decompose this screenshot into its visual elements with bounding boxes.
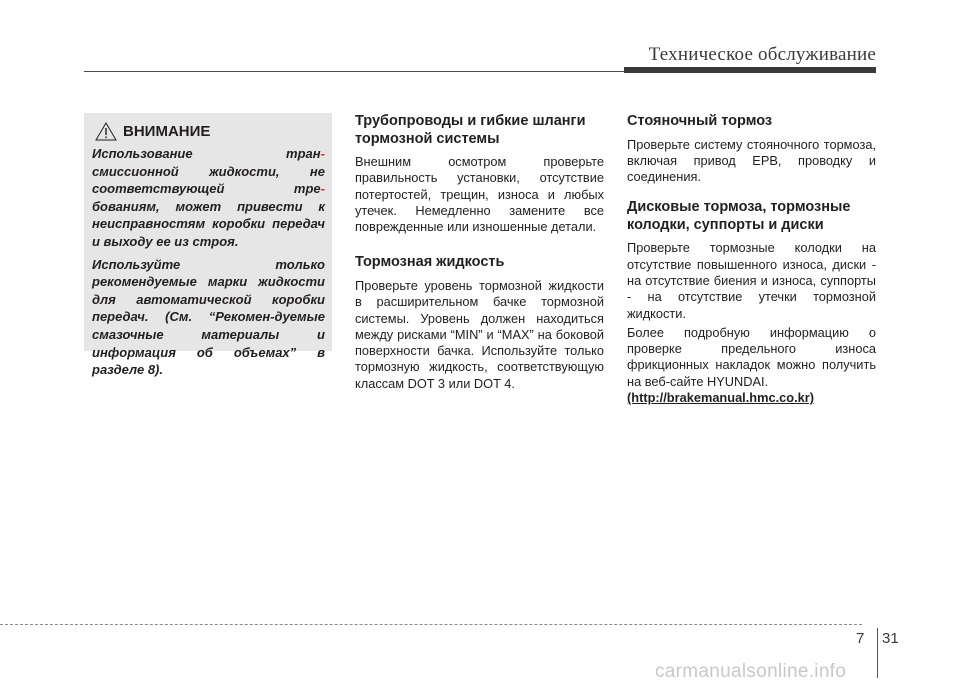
warning-box	[84, 113, 332, 378]
hyphen-mark: -	[320, 146, 325, 161]
hyphen-mark: -	[320, 181, 325, 197]
column-middle	[355, 113, 604, 392]
warning-triangle-icon	[95, 122, 117, 141]
header-rule-accent	[624, 67, 876, 73]
chapter-title: Техническое обслуживание	[648, 44, 876, 65]
warning-title: ВНИМАНИЕ	[123, 122, 211, 140]
brake-manual-link[interactable]: (http://brakemanual.hmc.co.kr)	[627, 390, 815, 406]
warning-text-1c: бованиям, может привести к неисправностям коробки передач и выходу ее из строя.	[92, 198, 325, 249]
footer-divider	[877, 628, 878, 678]
section-text-parking: Проверьте систему стояночного тормоза, включая привод EPB, проводку и соединения.	[627, 136, 876, 185]
warning-text-1a: Использование тран	[92, 146, 321, 161]
chapter-number: 7	[856, 630, 865, 647]
section-title-tubes: Трубопроводы и гибкие шланги тормозной системы	[355, 113, 586, 147]
section-text-tubes: Внешним осмотром проверьте правильность установки, отсутствие потертостей, трещин, износа и любых утечек. Немедленно замените все поврежденные или изношенные детали.	[355, 154, 604, 235]
warning-paragraph-2: Используйте только рекомендуемые марки жидкости для автоматической коробки передач. (См. “Рекомен-дуемые смазочные материалы и информация об объемах” в разделе 8).	[92, 256, 325, 378]
column-right	[627, 113, 876, 406]
section-title-parking: Стояночный тормоз	[627, 113, 773, 129]
warning-paragraph-1	[92, 145, 325, 251]
section-title-discs: Дисковые тормоза, тормозные колодки, суппорты и диски	[627, 199, 851, 233]
page-number: 31	[882, 630, 899, 647]
section-title-fluid: Тормозная жидкость	[355, 254, 505, 271]
warning-header	[95, 121, 325, 141]
header-rule	[84, 71, 624, 72]
watermark: carmanualsonline.info	[655, 661, 847, 682]
section-text-discs-1: Проверьте тормозные колодки на отсутствие повышенного износа, диски - на отсутствие биения и износа, суппорты - на отсутствие утечки тормозной жидкости.	[627, 240, 876, 321]
footer-rule	[0, 624, 862, 625]
section-text-discs-2: Более подробную информацию о проверке предельного износа фрикционных накладок можно получить на веб-сайте HYUNDAI.	[627, 324, 876, 389]
section-text-fluid: Проверьте уровень тормозной жидкости в расширительном бачке тормозной системы. Уровень должен находиться между рисками “MIN” и “MAX” на боковой поверхности бачка. Используйте только тормозную жидкость, соответствующую классам DOT 3 или DOT 4.	[355, 277, 604, 391]
warning-text-1b: смиссионной жидкости, не соответствующей тре	[92, 163, 325, 197]
